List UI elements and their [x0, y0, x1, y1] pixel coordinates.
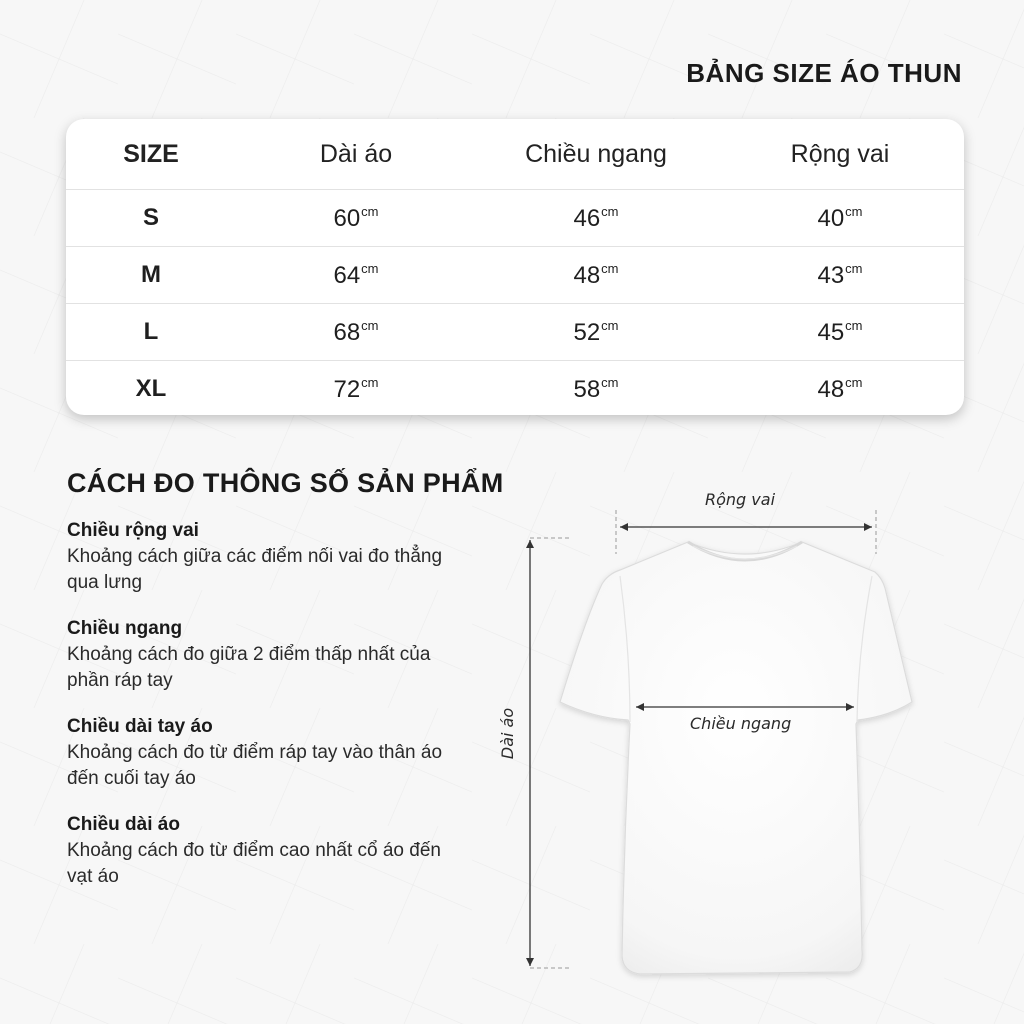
- header-size: SIZE: [66, 119, 236, 190]
- header-chest-width: Chiều ngang: [476, 119, 716, 190]
- guide-text: Khoảng cách đo từ điểm ráp tay vào thân áo đến cuối tay áo: [67, 742, 443, 789]
- guide-heading: Chiều dài áo: [67, 814, 180, 835]
- guide-heading: Chiều ngang: [67, 618, 183, 639]
- chest-width-cell: $58^{cm}$: [573, 374, 619, 403]
- shoulder-width-cell: $45^{cm}$: [716, 304, 964, 361]
- list-item: [67, 814, 487, 890]
- size-cell: S: [66, 190, 236, 247]
- tshirt-diagram-svg: [490, 480, 1010, 1020]
- header-length: Dài áo: [236, 119, 476, 190]
- guide-text: Khoảng cách đo từ điểm cao nhất cổ áo đến vạt áo: [67, 840, 441, 887]
- shoulder-width-cell: $43^{cm}$: [716, 247, 964, 304]
- header-shoulder-width: Rộng vai: [716, 119, 964, 190]
- length-cell: $72^{cm}$: [333, 374, 379, 403]
- list-item: [67, 520, 487, 596]
- shoulder-width-cell: $40^{cm}$: [716, 190, 964, 247]
- table-header-row: [66, 119, 964, 190]
- chest-width-cell: $46^{cm}$: [476, 190, 716, 247]
- table-row: [66, 361, 964, 416]
- chest-width-label: Chiều ngang: [690, 714, 792, 733]
- length-cell: $68^{cm}$: [236, 304, 476, 361]
- shoulder-width-cell: $48^{cm}$: [817, 374, 863, 403]
- length-cell: $60^{cm}$: [236, 190, 476, 247]
- table-row: [66, 304, 964, 361]
- measure-guide-title: CÁCH ĐO THÔNG SỐ SẢN PHẨM: [67, 468, 504, 498]
- tshirt-shape: [560, 542, 912, 974]
- chest-width-cell: $48^{cm}$: [476, 247, 716, 304]
- shoulder-width-label: Rộng vai: [705, 490, 776, 509]
- size-table: [66, 119, 964, 415]
- guide-heading: Chiều rộng vai: [67, 520, 199, 541]
- guide-text: Khoảng cách đo giữa 2 điểm thấp nhất của phần ráp tay: [67, 644, 431, 691]
- tshirt-measure-diagram: [490, 480, 1010, 1020]
- list-item: [67, 618, 487, 694]
- guide-heading: Chiều dài tay áo: [67, 716, 213, 737]
- guide-text: Khoảng cách giữa các điểm nối vai đo thẳng qua lưng: [67, 546, 443, 593]
- size-cell: L: [66, 304, 236, 361]
- length-cell: $64^{cm}$: [236, 247, 476, 304]
- size-cell: M: [66, 247, 236, 304]
- table-row: [66, 247, 964, 304]
- size-table-card: [66, 119, 964, 415]
- size-cell: XL: [135, 375, 167, 402]
- measure-guide-list: [67, 520, 487, 912]
- length-label: Dài áo: [498, 707, 518, 760]
- list-item: [67, 716, 487, 792]
- page-title: BẢNG SIZE ÁO THUN: [686, 58, 962, 88]
- table-row: [66, 190, 964, 247]
- chest-width-cell: $52^{cm}$: [476, 304, 716, 361]
